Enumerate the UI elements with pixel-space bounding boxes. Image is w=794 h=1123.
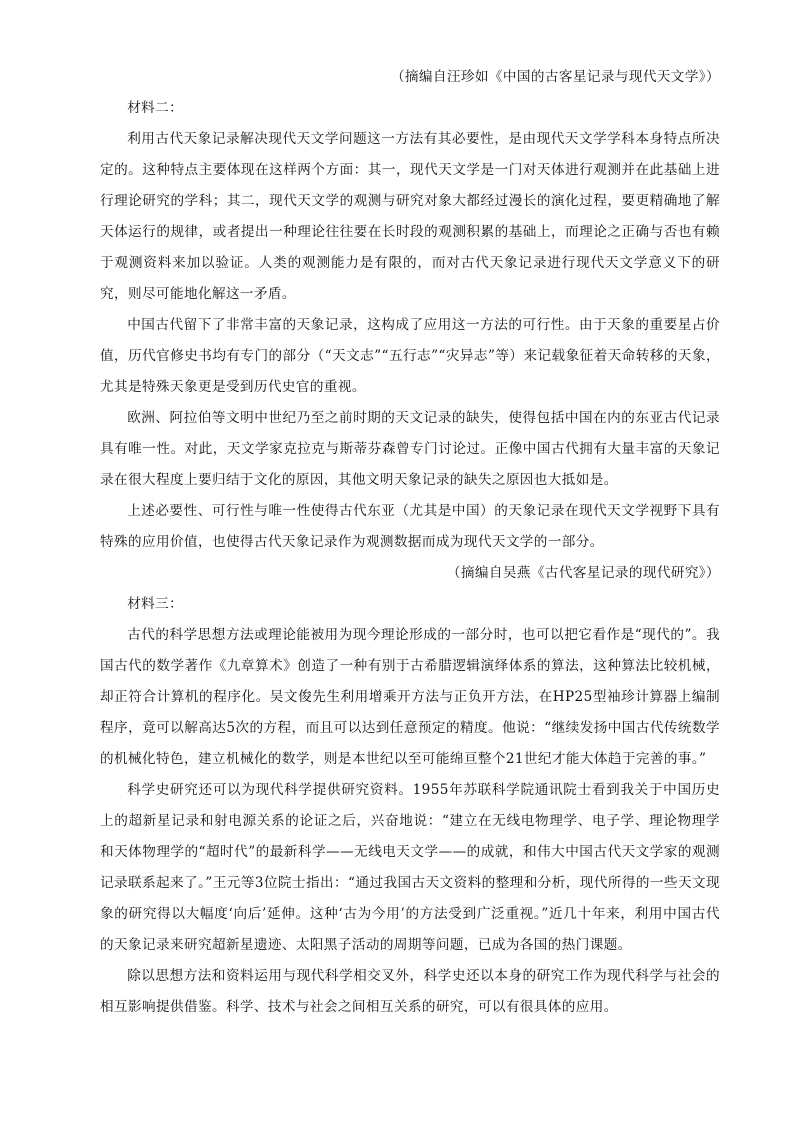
section-3-heading: 材料三：: [127, 596, 184, 612]
document-page: [100, 62, 720, 1023]
paragraph: 利用古代天象记录解决现代天文学问题这一方法有其必要性，是由现代天文学学科本身特点所决定的。这种特点主要体现在这样两个方面：其一，现代天文学是一门对天体进行观测并在此基础上进行理论研究的学科；其二，现代天文学的观测与研究对象大都经过漫长的演化过程，要更精确地了解天体运行的规律，或者提出一种理论往往要在长时段的观测积累的基础上，而理论之正确与否也有赖于观测资料来加以验证。人类的观测能力是有限的，而对古代天象记录进行现代天文学意义下的研究，则尽可能地化解这一矛盾。: [100, 131, 720, 302]
paragraph: 欧洲、阿拉伯等文明中世纪乃至之前时期的天文记录的缺失，使得包括中国在内的东亚古代记录具有唯一性。对此，天文学家克拉克与斯蒂芬森曾专门讨论过。正像中国古代拥有大量丰富的天象记录在很大程度上要归结于文化的原因，其他文明天象记录的缺失之原因也大抵如是。: [100, 410, 720, 488]
paragraph: 中国古代留下了非常丰富的天象记录，这构成了应用这一方法的可行性。由于天象的重要星占价值，历代官修史书均有专门的部分（“天文志”“五行志”“灾异志”等）来记载象征着天命转移的天象，尤其是特殊天象更是受到历代史官的重视。: [100, 317, 720, 395]
paragraph: 上述必要性、可行性与唯一性使得古代东亚（尤其是中国）的天象记录在现代天文学视野下具有特殊的应用价值，也使得古代天象记录作为观测数据而成为现代天文学的一部分。: [100, 503, 720, 550]
paragraph: 除以思想方法和资料运用与现代科学相交叉外，科学史还以本身的研究工作为现代科学与社会的相互影响提供借鉴。科学、技术与社会之间相互关系的研究，可以有很具体的应用。: [100, 968, 720, 1015]
source-citation-1: （摘编自汪珍如《中国的古客星记录与现代天文学》）: [390, 69, 720, 85]
paragraph: 科学史研究还可以为现代科学提供研究资料。1955年苏联科学院通讯院士看到我关于中国历史上的超新星记录和射电源关系的论证之后，兴奋地说：“建立在无线电物理学、电子学、理论物理学和天体物理学的“超时代”的最新科学——无线电天文学——的成就，和伟大中国古代天文学家的观测记录联系起来了。”王元等3位院士指出：“通过我国古天文资料的整理和分析，现代所得的一些天文现象的研究得以大幅度‘向后’延伸。这种‘古为今用’的方法受到广泛重视。”近几十年来，利用中国古代的天象记录来研究超新星遗迹、太阳黑子活动的周期等问题，已成为各国的热门课题。: [100, 782, 720, 953]
section-2-heading: 材料二：: [127, 100, 184, 116]
paragraph: 古代的科学思想方法或理论能被用为现今理论形成的一部分时，也可以把它看作是“现代的”。我国古代的数学著作《九章算术》创造了一种有别于古希腊逻辑演绎体系的算法，这种算法比较机械，却正符合计算机的程序化。吴文俊先生利用增乘开方法与正负开方法，在HP25型袖珍计算器上编制程序，竟可以解高达5次的方程，而且可以达到任意预定的精度。他说：“继续发扬中国古代传统数学的机械化特色，建立机械化的数学，则是本世纪以至可能绵亘整个21世纪才能大体趋于完善的事。”: [100, 627, 720, 767]
source-citation-2: （摘编自吴燕《古代客星记录的现代研究》）: [446, 565, 720, 581]
